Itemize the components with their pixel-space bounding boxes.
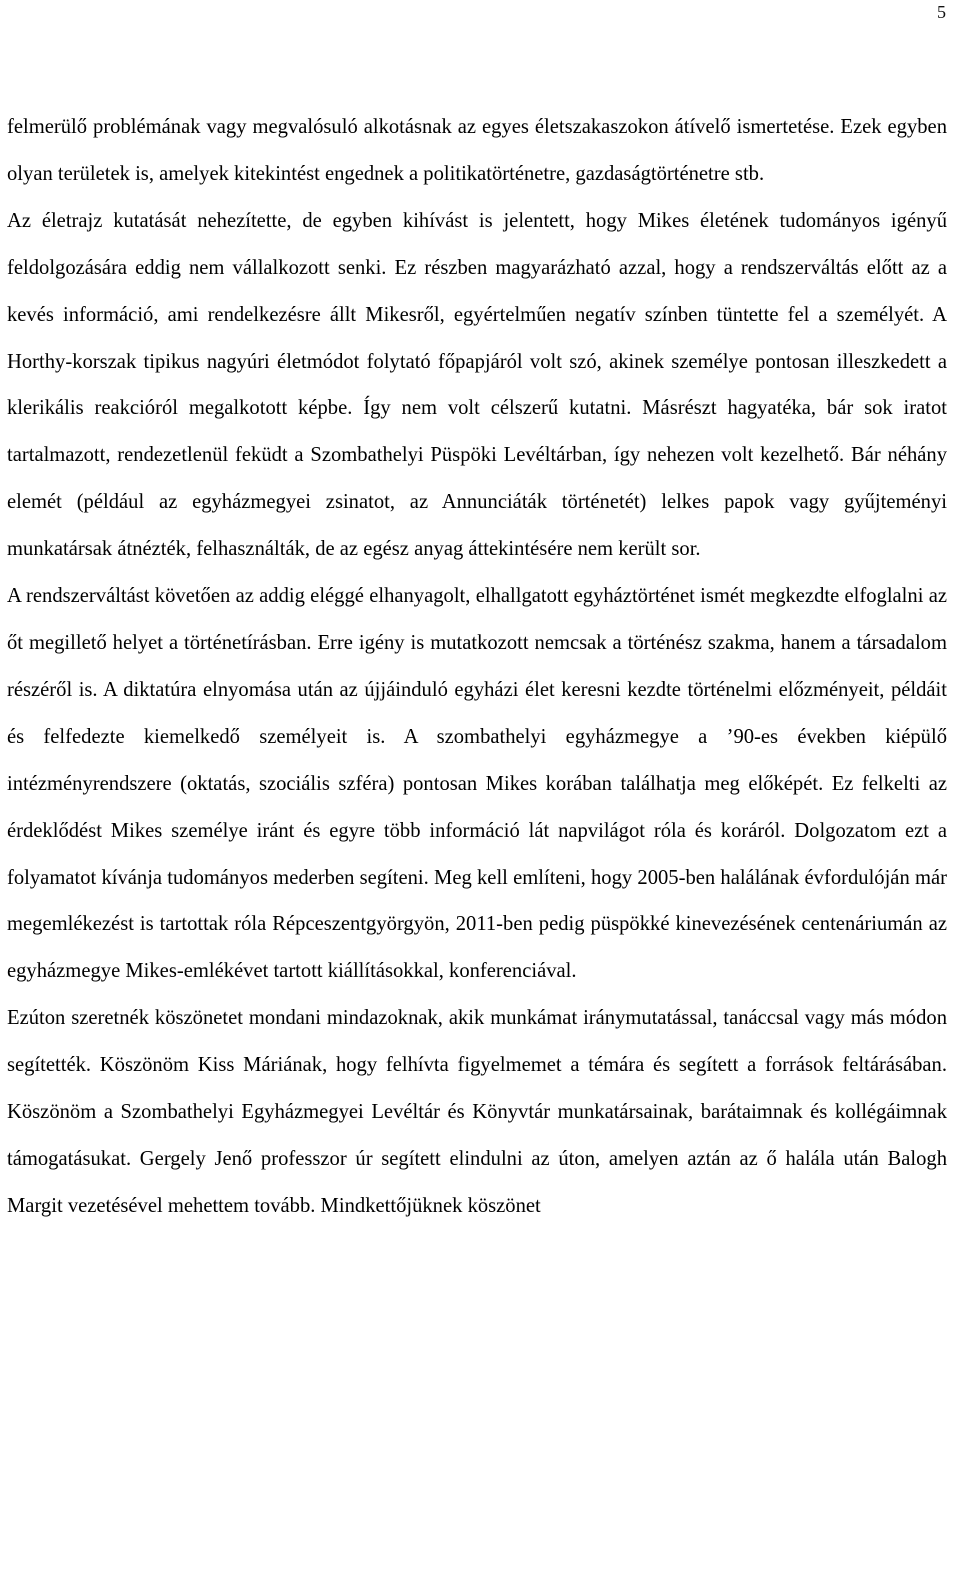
body-text <box>7 104 947 1230</box>
paragraph-2: Az életrajz kutatását nehezítette, de egyben kihívást is jelentett, hogy Mikes életének tudományos igényű feldolgozására eddig nem vállalkozott senki. Ez részben magyarázható azzal, hogy a rendszerváltás előtt az a kevés információ, ami rendelkezésre állt Mikesről, egyértelműen negatív színben tüntette fel a személyét. A Horthy-korszak tipikus nagyúri életmódot folytató főpapjáról volt szó, akinek személye pontosan illeszkedett a klerikális reakcióról megalkotott képbe. Így nem volt célszerű kutatni. Másrészt hagyatéka, bár sok iratot tartalmazott, rendezetlenül feküdt a Szombathelyi Püspöki Levéltárban, így nehezen volt kezelhető. Bár néhány elemét (például az egyházmegyei zsinatot, az Annunciáták történetét) lelkes papok vagy gyűjteményi munkatársak átnézték, felhasználták, de az egész anyag áttekintésére nem került sor. <box>7 209 947 561</box>
paragraph-4: Ezúton szeretnék köszönetet mondani mindazoknak, akik munkámat iránymutatással, tanáccsal vagy más módon segítették. Köszönöm Kiss Máriának, hogy felhívta figyelmemet a témára és segített a források feltárásában. Köszönöm a Szombathelyi Egyházmegyei Levéltár és Könyvtár munkatársainak, barátaimnak és kollégáimnak támogatásukat. Gergely Jenő professzor úr segített elindulni az úton, amelyen aztán az ő halála után Balogh Margit vezetésével mehettem tovább. Mindkettőjüknek köszönet <box>7 1007 947 1217</box>
paragraph-1: felmerülő problémának vagy megvalósuló alkotásnak az egyes életszakaszokon átívelő ismertetése. Ezek egyben olyan területek is, amelyek kitekintést engednek a politikatörténetre, gazdaságtörténetre stb. <box>7 116 947 185</box>
page-number: 5 <box>937 2 946 22</box>
paragraph-3: A rendszerváltást követően az addig eléggé elhanyagolt, elhallgatott egyháztörténet ismét megkezdte elfoglalni az őt megillető helyet a történetírásban. Erre igény is mutatkozott nemcsak a történész szakma, hanem a társadalom részéről is. A diktatúra elnyomása után az újjáinduló egyházi élet keresni kezdte történelmi előzményeit, példáit és felfedezte kiemelkedő személyeit is. A szombathelyi egyházmegye a ’90-es években kiépülő intézményrendszere (oktatás, szociális szféra) pontosan Mikes korában találhatja meg előképét. Ez felkelti az érdeklődést Mikes személye iránt és egyre több információ lát napvilágot róla és koráról. Dolgozatom ezt a folyamatot kívánja tudományos mederben segíteni. Meg kell említeni, hogy 2005-ben halálának évfordulóján már megemlékezést is tartottak róla Répceszentgyörgyön, 2011-ben pedig püspökké kinevezésének centenáriumán az egyházmegye Mikes-emlékévet tartott kiállításokkal, konferenciával. <box>7 585 947 983</box>
